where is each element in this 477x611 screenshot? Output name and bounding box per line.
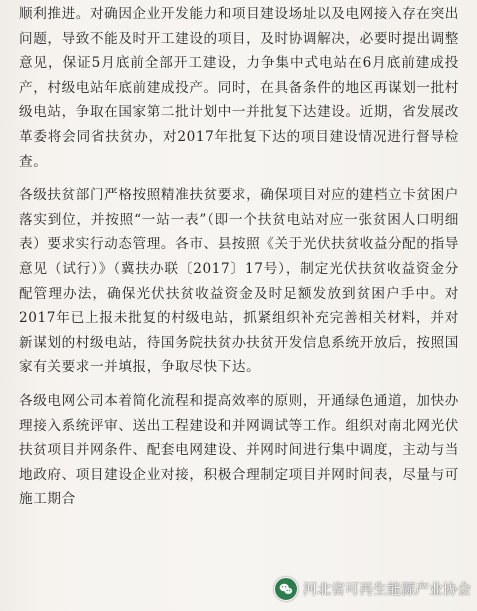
document-body (19, 2, 459, 512)
paragraph-1: 顺利推进。对确因企业开发能力和项目建设场址以及电网接入存在突出问题，导致不能及时开工建设的项目，及时协调解决，必要时提出调整意见，保证5月底前全部开工建设，力争集中式电站在6月底前建成投产，村级电站年底前建成投产。同时，在具备条件的地区再谋划一批村级电站，争取在国家第二批计划中一并批复下达建设。近期，省发展改革委将会同省扶贫办，对2017年批复下达的项目建设情况进行督导检查。 (19, 6, 460, 170)
paragraph-2: 各级扶贫部门严格按照精准扶贫要求，确保项目对应的建档立卡贫困户落实到位，并按照“一站一表”（即一个扶贫电站对应一张贫困人口明细表）要求实行动态管理。各市、县按照《关于光伏扶贫收益分配的指导意见（试行）》（冀扶办联〔2017〕17号），制定光伏扶贫收益资金分配管理办法，确保光伏扶贫收益资金及时足额发放到贫困户手中。对2017年已上报未批复的村级电站，抓紧组织补充完善相关材料，并对新谋划的村级电站，待国务院扶贫办扶贫开发信息系统开放后，按照国家有关要求一并填报，争取尽快下达。 (19, 187, 460, 376)
wechat-logo-icon (274, 577, 298, 601)
watermark-text: 河北省可再生能源产业协会 (303, 582, 471, 598)
watermark (274, 577, 471, 601)
paragraph-3: 各级电网公司本着简化流程和提高效率的原则，开通绿色通道，加快办理接入系统评审、送出工程建设和并网调试等工作。组织对南北网光伏扶贫项目并网条件、配套电网建设、并网时间进行集中调度，主动与当地政府、项目建设企业对接，积极合理制定项目并网时间表，尽量与可施工期合 (19, 392, 460, 508)
